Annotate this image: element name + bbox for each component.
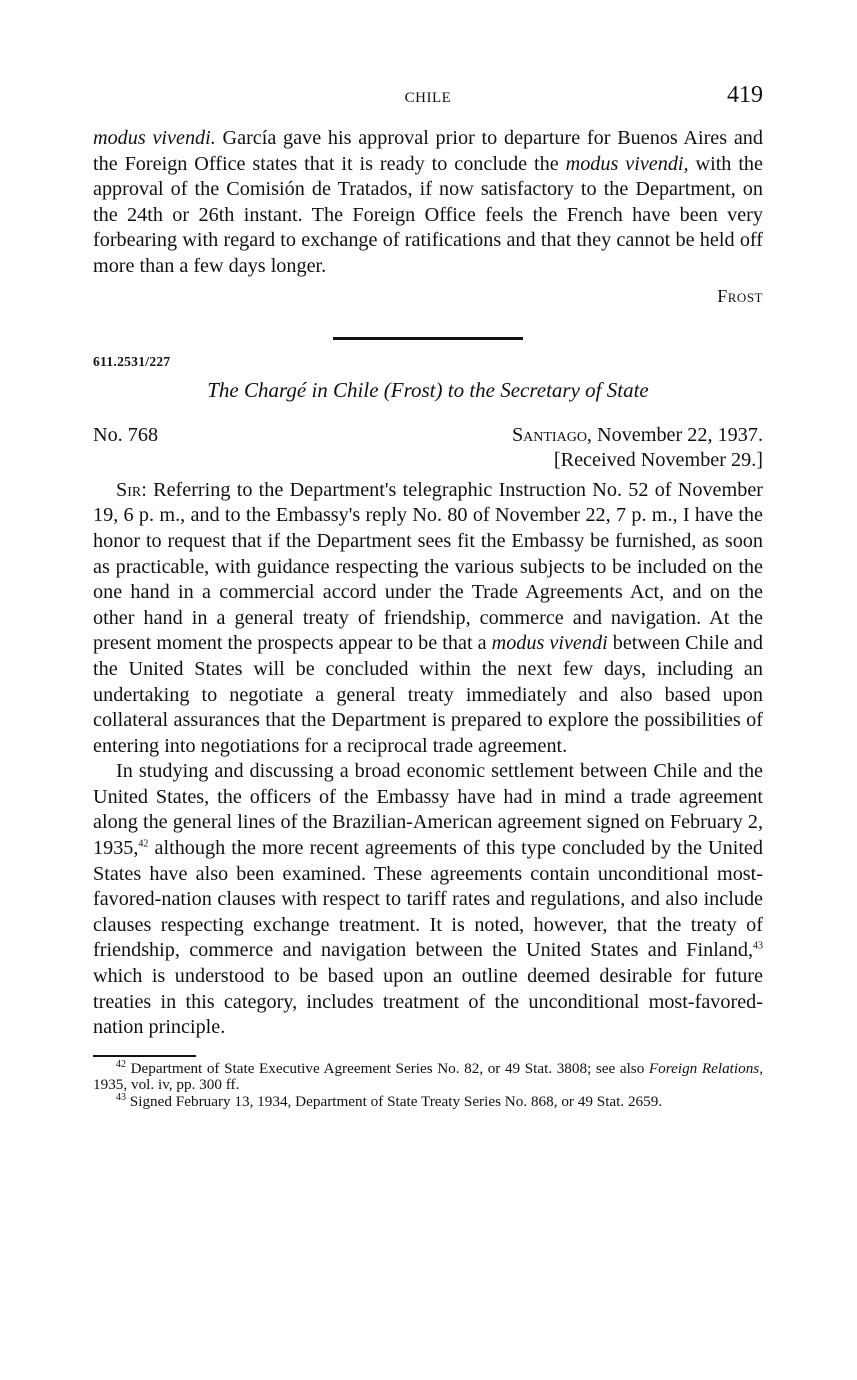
p1-text-1: Referring to the Department's telegraphic Instruction No. 52 of November 19, 6 p. m., and to the Embassy's reply No. 80 of November 22, 7 p. m., I have the honor to request that if the Department sees fit the Embassy be furnished, as soon as practicable, with guidance respecting the various subjects to be included on the one hand in a commercial accord under the Trade Agreements Act, and on the other hand in a general treaty of friendship, commerce and navigation. At the present moment the prospects appear to be that a [93,478,763,655]
file-number: 611.2531/227 [93,353,171,369]
document-page [93,82,763,1110]
opening-italic-2: modus vivendi, [565,152,689,175]
footnote-43 [93,1091,763,1111]
document-title: The Chargé in Chile (Frost) to the Secretary of State [207,377,649,402]
running-title: CHILE [404,90,452,106]
running-head [93,82,763,116]
p1-text-2: between Chile and the United States will be concluded within the next few days, including an undertaking to negotiate a general treaty immediately and also based upon collateral assurances that the Department is prepared to explore the possibilities of entering into negotiations for a reciprocal trade agreement. [93,632,763,757]
footnote-42 [93,1058,763,1094]
dateline [93,423,763,449]
place: Santiago, [511,423,592,446]
footnote-text: Signed February 13, 1934, Department of State Treaty Series No. 868, or 49 Stat. 2659. [126,1092,663,1110]
p2-text-3: which is understood to be based upon an outline deemed desirable for future treaties in this category, includes treatment of the unconditional most-favored-nation principle. [93,965,763,1039]
footnote-italic: Foreign Relations, [648,1059,763,1077]
footnote-ref-43: 43 [753,940,763,952]
footnote-marker: 42 [116,1058,126,1070]
body-paragraph-1 [93,478,763,760]
footnote-text-2: 1935, vol. iv, pp. 300 ff. [93,1076,240,1094]
date: November 22, 1937. [591,423,763,446]
p2-text-1: In studying and discussing a broad economic settlement between Chile and the United States, the officers of the Embassy have had in mind a trade agreement along the general lines of the Brazilian-American agreement signed on February 2, 1935, [93,760,763,860]
page-number: 419 [727,82,763,108]
received-date: [Received November 29.] [553,449,763,472]
place-date [512,423,763,449]
p2-text-2: although the more recent agreements of this type concluded by the United States have also been examined. These agreements contain unconditional most-favored-nation clauses with respect to tariff rates and regulations, and also include clauses respecting exchange treatment. It is noted, however, that the treaty of friendship, commerce and navigation between the United States and Finland, [93,837,763,962]
opening-italic-1: modus vivendi. [93,127,216,149]
footnote-divider [93,1055,196,1057]
opening-text-2: with the approval of the Comisión de Tratados, if now satisfactory to the Department, on the 24th or 26th instant. The Foreign Office feels the French have been very forbearing with regard to exchange of ratifications and that they cannot be held off more than a few days longer. [93,152,763,277]
opening-text-1: García gave his approval prior to departure for Buenos Aires and the Foreign Office states that it is ready to conclude the [93,127,763,175]
document-number: No. 768 [93,423,159,446]
section-divider [333,337,523,340]
footnote-text: Department of State Executive Agreement Series No. 82, or 49 Stat. 3808; see also [126,1059,649,1077]
opening-paragraph [93,126,763,280]
salutation: Sir: [116,478,147,501]
footnote-marker: 43 [116,1091,126,1103]
footnote-ref-42: 42 [138,838,149,850]
signature: Frost [717,285,763,306]
body-paragraph-2 [93,759,763,1041]
p1-italic: modus vivendi [491,632,608,655]
